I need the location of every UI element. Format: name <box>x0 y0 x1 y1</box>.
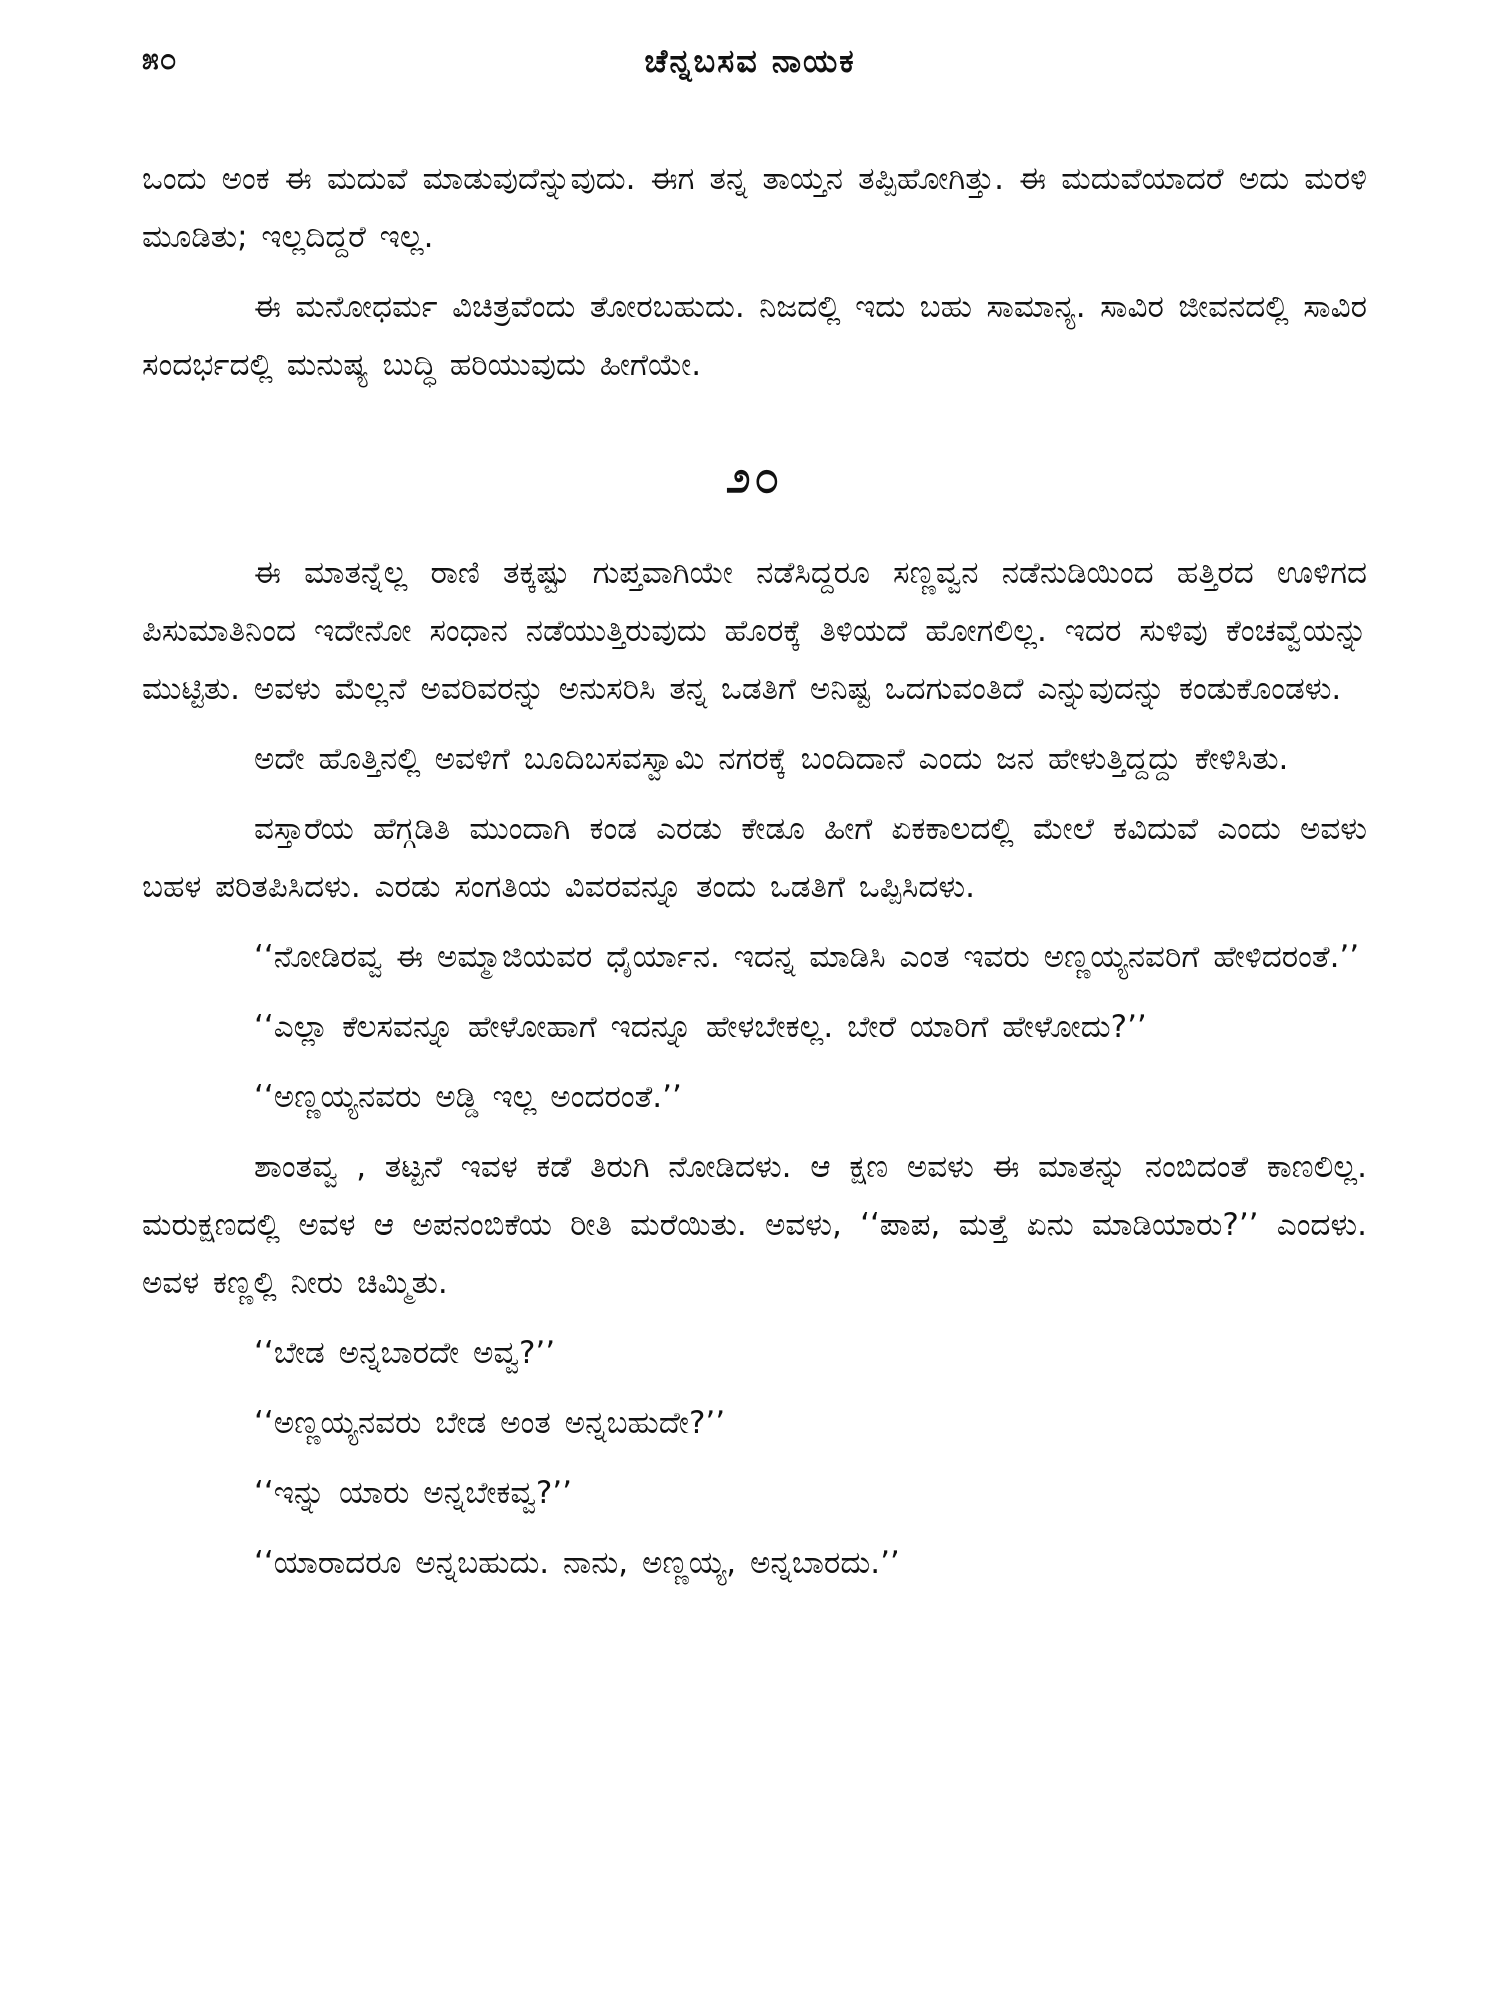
dialogue-paragraph: ‘‘ಯಾರಾದರೂ ಅನ್ನಬಹುದು. ನಾನು, ಅಣ್ಣಯ್ಯ, ಅನ್ನಬಾರದು.’’ <box>254 1545 900 1581</box>
chapter-number: ೨೦ <box>725 452 784 503</box>
paragraph: ಒಂದು ಅಂಕ ಈ ಮದುವೆ ಮಾಡುವುದೆನ್ನುವುದು. ಈಗ ತನ್ನ ತಾಯ್ತನ ತಪ್ಪಿಹೋಗಿತ್ತು. ಈ ಮದುವೆಯಾದರೆ ಅದು ಮರಳಿ ಮೂಡಿತು; ಇಲ್ಲದಿದ್ದರೆ ಇಲ್ಲ. <box>142 161 1367 255</box>
dialogue-paragraph: ‘‘ಅಣ್ಣಯ್ಯನವರು ಅಡ್ಡಿ ಇಲ್ಲ ಅಂದರಂತೆ.’’ <box>254 1079 682 1115</box>
running-head <box>142 42 1358 92</box>
paragraph: ಈ ಮನೋಧರ್ಮ ವಿಚಿತ್ರವೆಂದು ತೋರಬಹುದು. ನಿಜದಲ್ಲಿ ಇದು ಬಹು ಸಾಮಾನ್ಯ. ಸಾವಿರ ಜೀವನದಲ್ಲಿ ಸಾವಿರ ಸಂದರ್ಭದಲ್ಲಿ ಮನುಷ್ಯ ಬುದ್ಧಿ ಹರಿಯುವುದು ಹೀಗೆಯೇ. <box>142 289 1367 383</box>
paragraph: ಶಾಂತವ್ವ , ತಟ್ಟನೆ ಇವಳ ಕಡೆ ತಿರುಗಿ ನೋಡಿದಳು. ಆ ಕ್ಷಣ ಅವಳು ಈ ಮಾತನ್ನು ನಂಬಿದಂತೆ ಕಾಣಲಿಲ್ಲ. ಮರುಕ್ಷಣದಲ್ಲಿ ಅವಳ ಆ ಅಪನಂಬಿಕೆಯ ರೀತಿ ಮರೆಯಿತು. ಅವಳು, ‘‘ಪಾಪ, ಮತ್ತೆ ಏನು ಮಾಡಿಯಾರು?’’ ಎಂದಳು. ಅವಳ ಕಣ್ಣಲ್ಲಿ ನೀರು ಚಿಮ್ಮಿತು. <box>142 1149 1367 1301</box>
body-text <box>142 150 1367 1604</box>
paragraph: ಅದೇ ಹೊತ್ತಿನಲ್ಲಿ ಅವಳಿಗೆ ಬೂದಿಬಸವಸ್ವಾಮಿ ನಗರಕ್ಕೆ ಬಂದಿದಾನೆ ಎಂದು ಜನ ಹೇಳುತ್ತಿದ್ದದ್ದು ಕೇಳಿಸಿತು. <box>254 741 1289 777</box>
dialogue-paragraph: ‘‘ನೋಡಿರವ್ವ ಈ ಅಮ್ಮಾಜಿಯವರ ಧೈರ್ಯಾನ. ಇದನ್ನ ಮಾಡಿಸಿ ಎಂತ ಇವರು ಅಣ್ಣಯ್ಯನವರಿಗೆ ಹೇಳಿದರಂತೆ.’’ <box>254 939 1360 975</box>
paragraph: ಈ ಮಾತನ್ನೆಲ್ಲ ರಾಣಿ ತಕ್ಕಷ್ಟು ಗುಪ್ತವಾಗಿಯೇ ನಡೆಸಿದ್ದರೂ ಸಣ್ಣವ್ವನ ನಡೆನುಡಿಯಿಂದ ಹತ್ತಿರದ ಊಳಿಗದ ಪಿಸುಮಾತಿನಿಂದ ಇದೇನೋ ಸಂಧಾನ ನಡೆಯುತ್ತಿರುವುದು ಹೊರಕ್ಕೆ ತಿಳಿಯದೆ ಹೋಗಲಿಲ್ಲ. ಇದರ ಸುಳಿವು ಕೆಂಚವ್ವೆಯನ್ನು ಮುಟ್ಟಿತು. ಅವಳು ಮೆಲ್ಲನೆ ಅವರಿವರನ್ನು ಅನುಸರಿಸಿ ತನ್ನ ಒಡತಿಗೆ ಅನಿಷ್ಟ ಒದಗುವಂತಿದೆ ಎನ್ನುವುದನ್ನು ಕಂಡುಕೊಂಡಳು. <box>142 555 1367 707</box>
dialogue-paragraph: ‘‘ಬೇಡ ಅನ್ನಬಾರದೇ ಅವ್ವ?’’ <box>254 1335 556 1371</box>
page-number: ೫೦ <box>142 42 178 77</box>
paragraph: ವಸ್ತಾರೆಯ ಹೆಗ್ಗಡಿತಿ ಮುಂದಾಗಿ ಕಂಡ ಎರಡು ಕೇಡೂ ಹೀಗೆ ಏಕಕಾಲದಲ್ಲಿ ಮೇಲೆ ಕವಿದುವೆ ಎಂದು ಅವಳು ಬಹಳ ಪರಿತಪಿಸಿದಳು. ಎರಡು ಸಂಗತಿಯ ವಿವರವನ್ನೂ ತಂದು ಒಡತಿಗೆ ಒಪ್ಪಿಸಿದಳು. <box>142 811 1367 905</box>
dialogue-paragraph: ‘‘ಅಣ್ಣಯ್ಯನವರು ಬೇಡ ಅಂತ ಅನ್ನಬಹುದೇ?’’ <box>254 1405 726 1441</box>
book-title: ಚೆನ್ನಬಸವ ನಾಯಕ <box>644 42 856 80</box>
dialogue-paragraph: ‘‘ಇನ್ನು ಯಾರು ಅನ್ನಬೇಕವ್ವ?’’ <box>254 1475 572 1511</box>
dialogue-paragraph: ‘‘ಎಲ್ಲಾ ಕೆಲಸವನ್ನೂ ಹೇಳೋಹಾಗೆ ಇದನ್ನೂ ಹೇಳಬೇಕಲ್ಲ. ಬೇರೆ ಯಾರಿಗೆ ಹೇಳೋದು?’’ <box>254 1009 1147 1045</box>
